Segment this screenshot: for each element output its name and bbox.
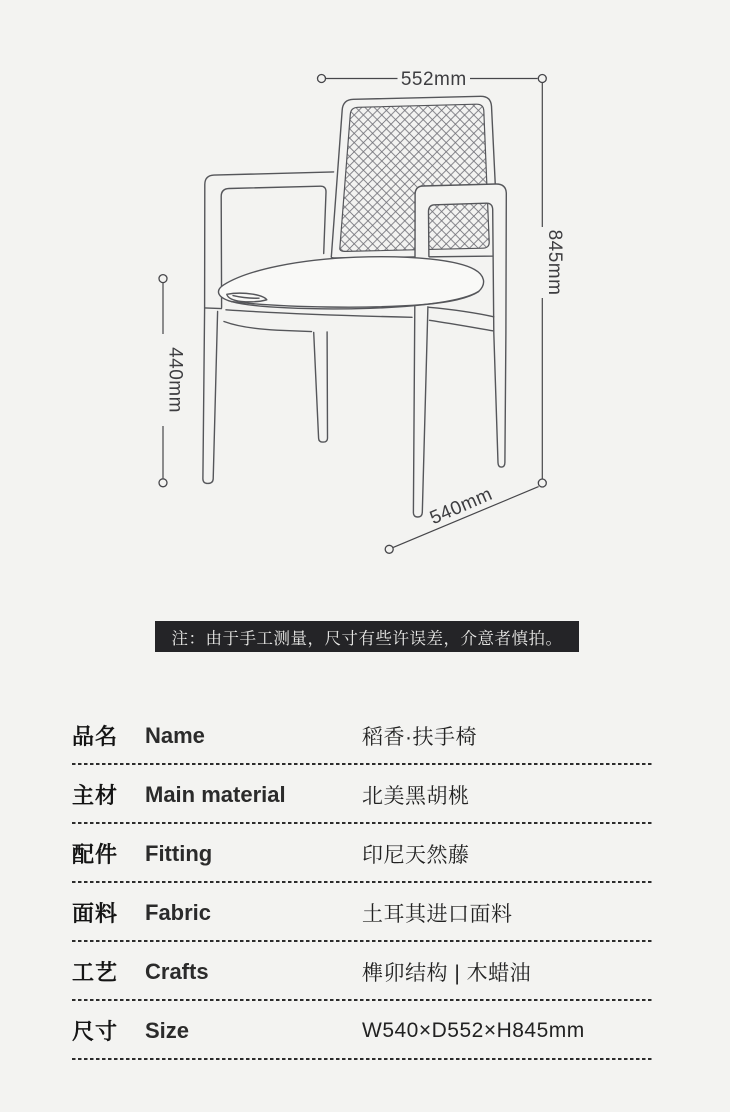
dim-endpoint xyxy=(159,479,167,487)
right-side-rail xyxy=(429,307,494,331)
spec-value: 稻香·扶手椅 xyxy=(362,725,477,749)
spec-label-en: Fabric xyxy=(145,899,212,925)
left-armrest xyxy=(203,172,334,484)
spec-label-en: Fitting xyxy=(145,840,213,866)
dim-endpoint xyxy=(538,75,546,83)
dimension-seat-height-left xyxy=(159,275,186,487)
measurement-note-text: 注：由于手工测量，尺寸有些许误差，介意者慎拍。 xyxy=(171,629,563,648)
spec-row-crafts xyxy=(72,942,652,1001)
dim-label-height: 845mm xyxy=(543,229,565,296)
spec-label-en: Name xyxy=(145,722,205,748)
left-side-rail xyxy=(224,322,312,332)
spec-value: 印尼天然藤 xyxy=(362,843,470,867)
dimension-depth-bottom xyxy=(385,484,538,554)
spec-label-cn: 配件 xyxy=(72,842,119,867)
spec-row-name xyxy=(72,706,652,765)
spec-row-fabric xyxy=(72,883,652,942)
front-apron xyxy=(226,310,412,318)
spec-label-en: Size xyxy=(145,1017,190,1043)
spec-label-cn: 尺寸 xyxy=(72,1019,119,1044)
dimension-height-right xyxy=(538,83,565,487)
dim-endpoint xyxy=(385,545,393,553)
spec-label-cn: 主材 xyxy=(72,783,119,808)
spec-value: 榫卯结构 | 木蜡油 xyxy=(362,961,532,985)
front-right-leg xyxy=(413,307,428,518)
spec-row-main-material xyxy=(72,765,652,824)
dim-endpoint xyxy=(159,275,167,283)
spec-label-cn: 品名 xyxy=(72,724,119,749)
seat-ledge xyxy=(205,308,222,309)
dim-label-depth: 540mm xyxy=(426,483,496,530)
spec-value: W540×D552×H845mm xyxy=(362,1018,585,1042)
dim-endpoint xyxy=(538,479,546,487)
dimension-width-top xyxy=(318,69,547,90)
spec-row-size xyxy=(72,1001,652,1060)
measurement-note-bar xyxy=(155,621,579,652)
back-left-leg xyxy=(314,332,328,442)
spec-row-fitting xyxy=(72,824,652,883)
spec-label-en: Main material xyxy=(145,781,286,807)
spec-value: 土耳其进口面料 xyxy=(362,902,513,926)
dim-endpoint xyxy=(318,75,326,83)
dim-label-seat-height: 440mm xyxy=(164,347,186,413)
spec-label-cn: 工艺 xyxy=(72,960,119,985)
chair-drawing xyxy=(203,96,506,517)
dim-label-width: 552mm xyxy=(400,69,467,90)
spec-table xyxy=(72,706,652,1060)
spec-label-cn: 面料 xyxy=(72,901,119,926)
spec-value: 北美黑胡桃 xyxy=(362,784,470,808)
spec-label-en: Crafts xyxy=(145,958,209,984)
